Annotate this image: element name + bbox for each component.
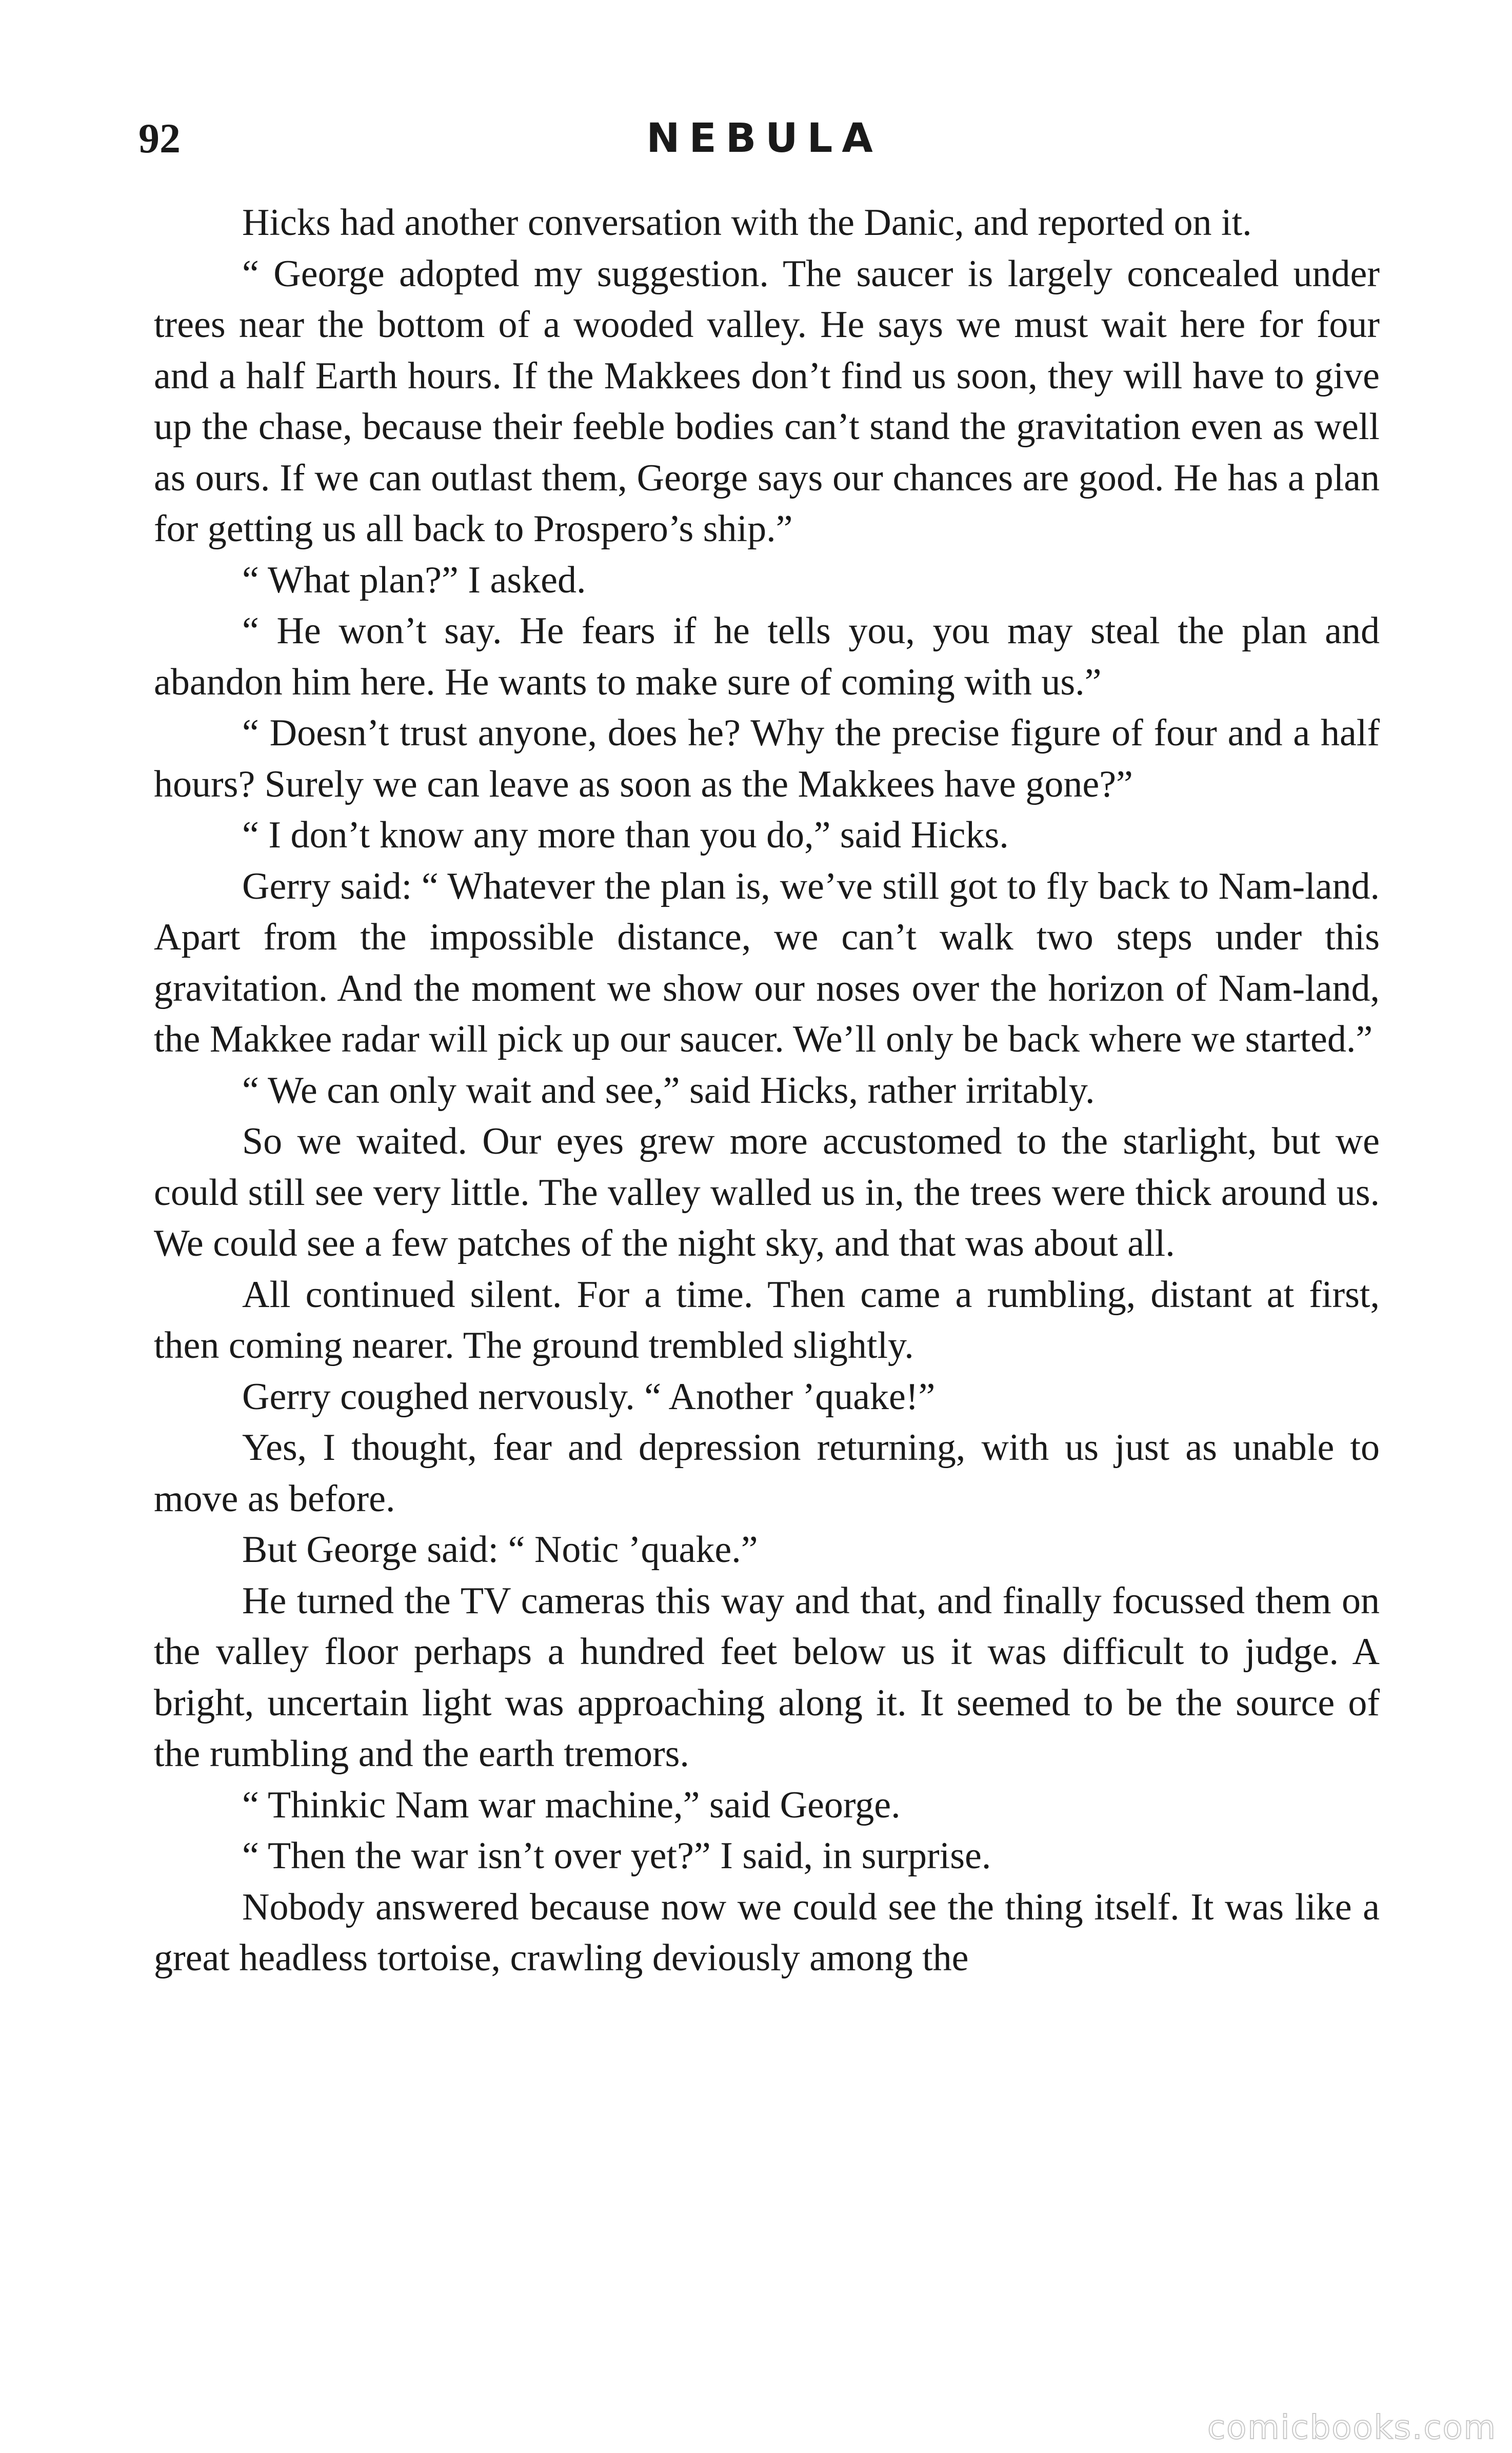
paragraph: “ He won’t say. He fears if he tells you, you may steal the plan and abandon him here. He wants to make sure of coming with us.” (154, 610, 1380, 703)
paragraph: “ Doesn’t trust anyone, does he? Why the precise figure of four and a half hours? Surely we can leave as soon as the Makkees have gone?” (154, 712, 1380, 805)
paragraph: All continued silent. For a time. Then came a rumbling, distant at first, then coming nearer. The ground trembled slightly. (154, 1273, 1380, 1367)
paragraph: Yes, I thought, fear and depression returning, with us just as unable to move as before. (154, 1427, 1380, 1520)
paragraph: “ We can only wait and see,” said Hicks, rather irritably. (242, 1069, 1095, 1112)
paragraph: “ George adopted my suggestion. The saucer is largely concealed under trees near the bottom of a wooded valley. He says we must wait here for four and a half Earth hours. If the Makkees don’t find us soon, they will have to give up the chase, because their feeble bodies can’t stand the gravitation even as well as ours. If we can outlast them, George says our chances are good. He has a plan for getting us all back to Prospero’s ship.” (154, 252, 1380, 550)
paragraph: Nobody answered because now we could see the thing itself. It was like a great headless tortoise, crawling deviously among the (154, 1886, 1380, 1979)
paragraph: But George said: “ Notic ’quake.” (242, 1529, 758, 1571)
page-header (138, 108, 1390, 169)
paragraph: Gerry said: “ Whatever the plan is, we’ve still got to fly back to Nam-land. Apart from the impossible distance, we can’t walk two steps under this gravitation. And the moment we show our noses over the horizon of Nam-land, the Makkee radar will pick up our saucer. We’ll only be back where we started.” (154, 865, 1380, 1060)
page-number: 92 (138, 115, 181, 162)
running-title: NEBULA (646, 115, 882, 162)
paragraph: Hicks had another conversation with the Danic, and reported on it. (242, 202, 1252, 244)
paragraph: “ Then the war isn’t over yet?” I said, in surprise. (242, 1835, 991, 1877)
body-text (154, 197, 1380, 1984)
paragraph: “ I don’t know any more than you do,” said Hicks. (242, 814, 1009, 856)
paragraph: He turned the TV cameras this way and that, and finally focussed them on the valley floor perhaps a hundred feet below us it was difficult to judge. A bright, uncertain light was approaching along it. It seemed to be the source of the rumbling and the earth tremors. (154, 1579, 1380, 1775)
paragraph: So we waited. Our eyes grew more accustomed to the starlight, but we could still see very little. The valley walled us in, the trees were thick around us. We could see a few patches of the night sky, and that was about all. (154, 1120, 1380, 1264)
paragraph: “ Thinkic Nam war machine,” said George. (242, 1784, 901, 1826)
paragraph: “ What plan?” I asked. (242, 559, 586, 601)
paragraph: Gerry coughed nervously. “ Another ’quake!” (242, 1375, 936, 1418)
watermark: comicbooks.com (1207, 2409, 1497, 2447)
